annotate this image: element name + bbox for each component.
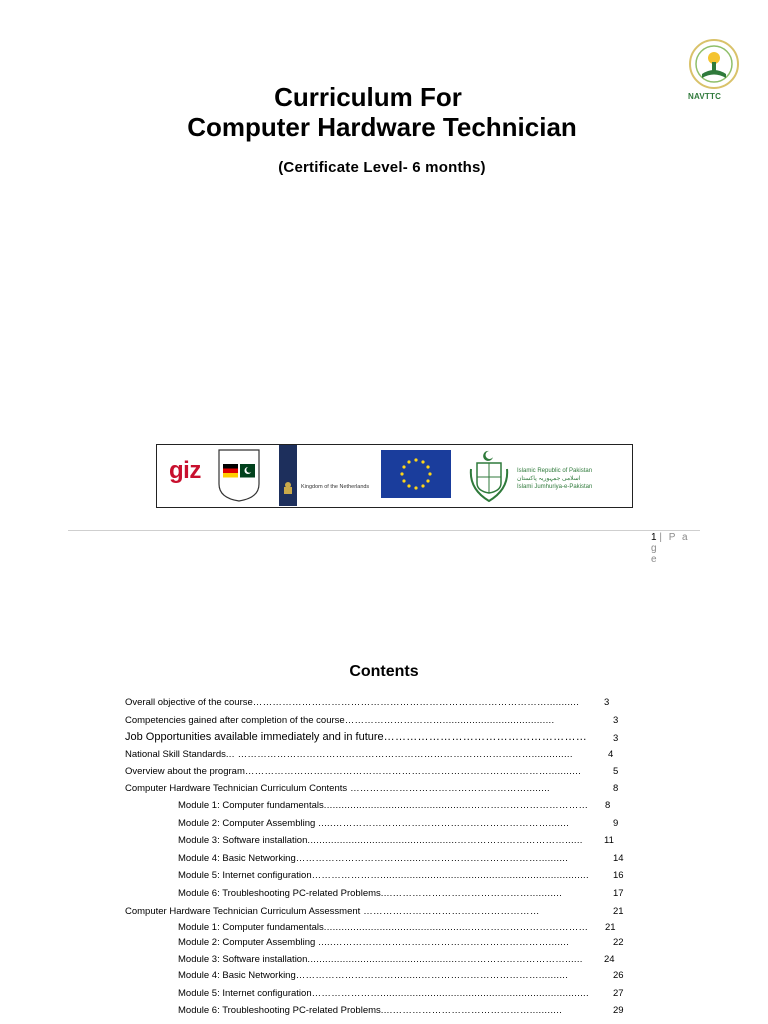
pakistan-label-line-2: اسلامی جمہوریہ پاکستان [517, 476, 581, 482]
toc-entry[interactable]: Computer Hardware Technician Curriculum Contents ………………………………………………........ [125, 783, 550, 794]
toc-entry[interactable]: National Skill Standards... ……………………………………………………………………………….............. [125, 749, 573, 760]
toc-entry[interactable]: Module 4: Basic Networking……………………………......……………………………….......... [178, 970, 569, 981]
title-line-2: Computer Hardware Technician [187, 112, 577, 142]
toc-entry[interactable]: Module 4: Basic Networking……………………………......……………………………….......... [178, 853, 569, 864]
toc-page-number: 14 [613, 853, 624, 864]
footer-divider [68, 530, 700, 531]
toc-page-number: 21 [605, 922, 616, 933]
toc-page-number: 16 [613, 870, 624, 881]
toc-entry[interactable]: Module 5: Internet configuration…………………....................................................................... [178, 988, 589, 999]
toc-page-number: 3 [613, 715, 619, 726]
contents-heading: Contents [349, 663, 419, 680]
toc-page-number: 11 [604, 835, 614, 846]
toc-entry[interactable]: Job Opportunities available immediately and in future……………………………………………… [125, 731, 588, 743]
toc-page-number: 26 [613, 970, 624, 981]
giz-logo: giz [169, 457, 201, 484]
toc-page-number: 27 [613, 988, 624, 999]
toc-entry[interactable]: Computer Hardware Technician Curriculum Assessment ……………………………………………… [125, 906, 540, 917]
toc-page-number: 29 [613, 1005, 624, 1016]
toc-entry[interactable]: Module 6: Troubleshooting PC-related Problems....……………………………………........... [178, 888, 563, 899]
toc-entry[interactable]: Module 2: Computer Assembling .....…………………………………………………………....... [178, 937, 570, 948]
page-number [651, 532, 701, 565]
pakistan-emblem-icon [469, 449, 509, 503]
toc-page-number: 22 [613, 937, 624, 948]
toc-entry[interactable]: Module 5: Internet configuration…………………....................................................................... [178, 870, 589, 881]
toc-page-number: 3 [604, 697, 610, 708]
netherlands-crest-icon [279, 445, 297, 506]
toc-page-number: 9 [613, 818, 619, 829]
netherlands-label: Kingdom of the Netherlands [301, 484, 370, 490]
eu-flag-icon [381, 450, 451, 498]
netherlands-crest-bar [279, 445, 297, 506]
toc-page-number: 3 [613, 733, 619, 744]
toc-page-number: 24 [604, 954, 615, 965]
toc-page-number: 21 [613, 906, 624, 917]
toc-entry[interactable]: Overview about the program…………………………………………………………………………………........... [125, 766, 582, 777]
toc-page-number: 4 [608, 749, 614, 760]
toc-entry[interactable]: Module 1: Computer fundamentals..................................................……………………………… [178, 800, 589, 811]
toc-entry[interactable]: Module 3: Software installation...................................................……………………………...... [178, 954, 583, 965]
toc-page-number: 17 [613, 888, 624, 899]
toc-entry[interactable]: Overall objective of the course………………………………………………………………………………........... [125, 697, 580, 708]
toc-entry[interactable]: Module 3: Software installation...................................................……………………………...... [178, 835, 583, 846]
page-label-tail: e [651, 554, 659, 565]
page-label: | P a g [651, 532, 690, 554]
toc-entry[interactable]: Module 2: Computer Assembling .....…………………………………………………………....... [178, 818, 570, 829]
toc-page-number: 8 [605, 800, 611, 811]
pakistan-label-line-3: Islami Jumhuriya-e-Pakistan [517, 484, 593, 490]
subtitle: (Certificate Level- 6 months) [278, 159, 486, 176]
cooperation-pakistan-badge-icon [217, 448, 261, 502]
partner-logos-strip [156, 444, 633, 508]
toc-page-number: 5 [613, 766, 619, 777]
toc-entry[interactable]: Module 6: Troubleshooting PC-related Problems....……………………………………........... [178, 1005, 563, 1016]
toc-entry[interactable]: Module 1: Computer fundamentals..................................................……………………………… [178, 922, 589, 933]
title-line-1: Curriculum For [274, 82, 462, 112]
pakistan-label-line-1: Islamic Republic of Pakistan [517, 468, 593, 474]
toc-entry[interactable]: Competencies gained after completion of the course…………………………...................................... [125, 715, 555, 726]
navttc-logo-text: NAVTTC [688, 92, 722, 101]
pakistan-label [517, 467, 592, 491]
page-number-value: 1 [651, 532, 657, 543]
toc-page-number: 8 [613, 783, 619, 794]
